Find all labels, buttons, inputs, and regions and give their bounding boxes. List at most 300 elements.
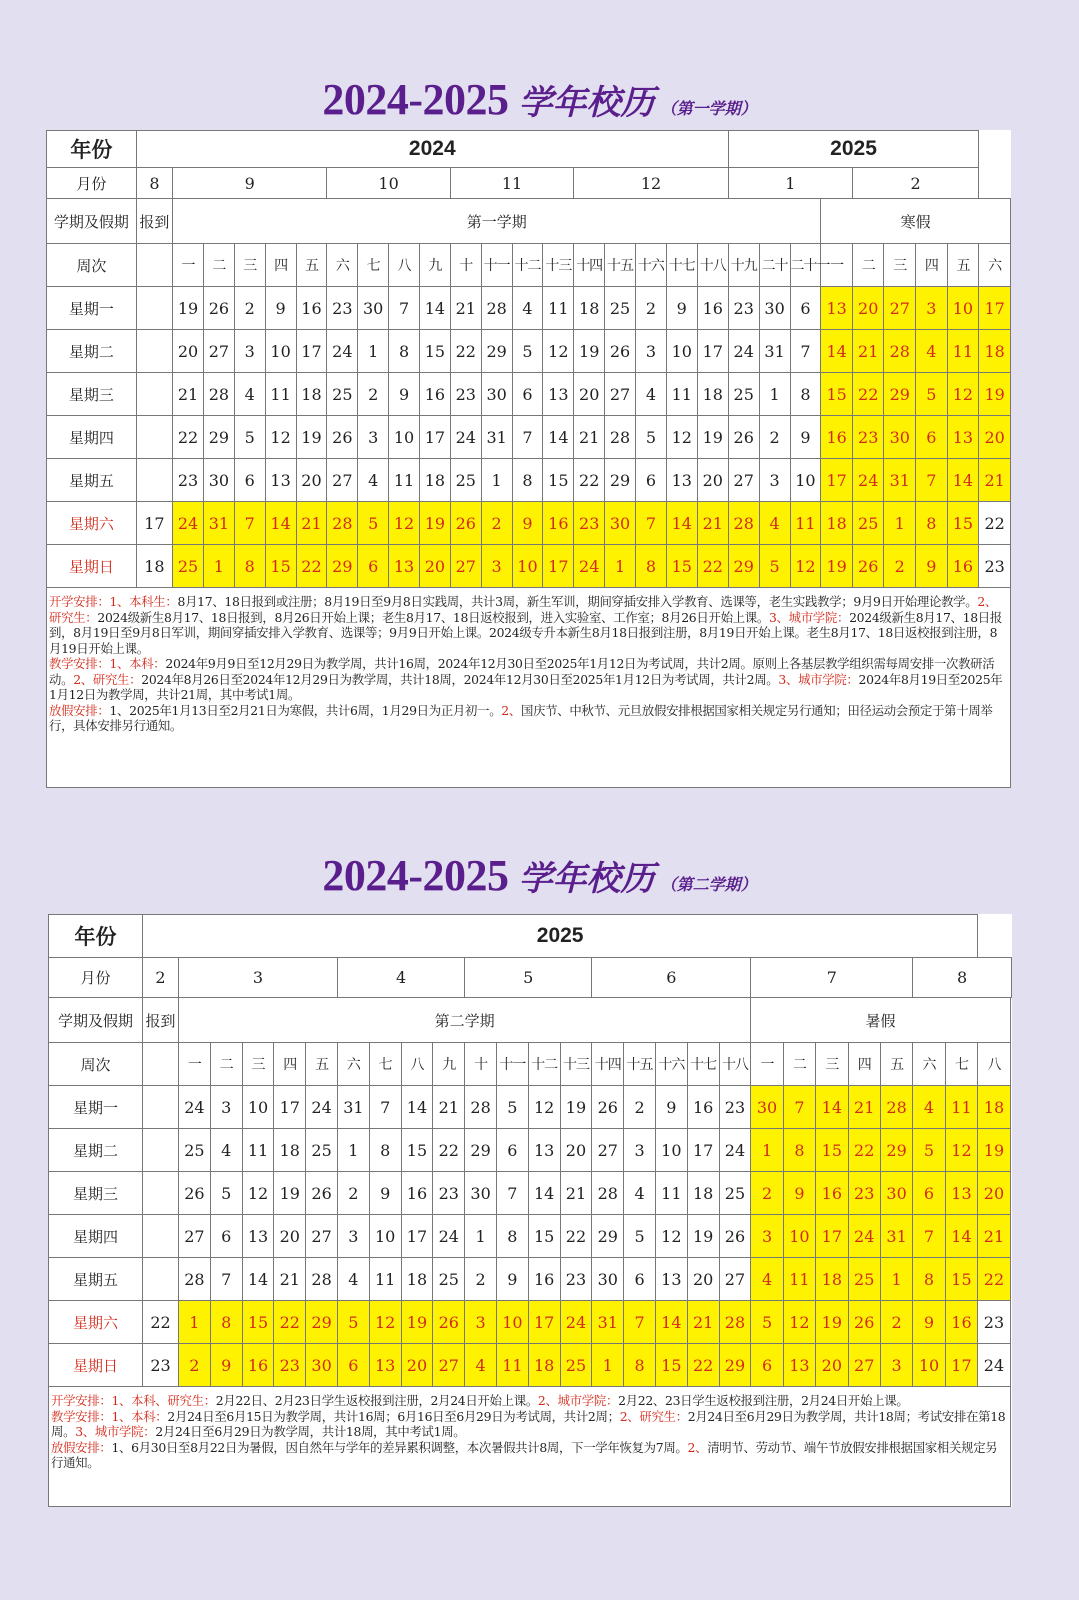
- date-cell: 30: [759, 287, 790, 330]
- month-label: 月份: [47, 168, 137, 199]
- week-number: 三: [242, 1043, 274, 1086]
- date-cell: 17: [296, 330, 327, 373]
- date-cell: 8: [512, 459, 543, 502]
- date-cell: 24: [433, 1215, 465, 1258]
- date-cell: 24: [450, 416, 481, 459]
- date-cell: 9: [783, 1172, 815, 1215]
- date-cell: 23: [173, 459, 204, 502]
- date-cell: 25: [327, 373, 358, 416]
- date-cell: 18: [274, 1129, 306, 1172]
- date-cell: 18: [978, 1086, 1010, 1129]
- note-heading: 教学安排：1、本科：: [51, 1408, 168, 1424]
- date-cell: 8: [369, 1129, 401, 1172]
- date-cell: 6: [916, 416, 948, 459]
- date-cell: 3: [481, 545, 512, 588]
- date-cell: 7: [496, 1172, 528, 1215]
- date-cell: 21: [848, 1086, 880, 1129]
- date-cell: 17: [274, 1086, 306, 1129]
- date-cell: 5: [635, 416, 666, 459]
- note-heading: 2、研究生：: [49, 594, 998, 625]
- date-cell: 14: [666, 502, 697, 545]
- date-cell: 13: [528, 1129, 560, 1172]
- week-label: 周次: [47, 244, 137, 287]
- date-cell: 11: [389, 459, 420, 502]
- date-cell: 13: [543, 373, 574, 416]
- year-label: 年份: [49, 915, 143, 958]
- date-cell: 11: [947, 330, 979, 373]
- date-cell: 22: [450, 330, 481, 373]
- week-number: 十一: [481, 244, 512, 287]
- note-text: 2024年8月19日至2025年1月12日为教学周，共计21周，其中考试1周。: [49, 671, 1003, 702]
- date-cell: 22: [296, 545, 327, 588]
- register-date: [136, 373, 172, 416]
- date-cell: 28: [203, 373, 234, 416]
- week-number: 十五: [605, 244, 636, 287]
- date-cell: 1: [884, 502, 916, 545]
- date-cell: 24: [978, 1344, 1010, 1387]
- date-cell: 21: [296, 502, 327, 545]
- week-number: 八: [978, 1043, 1010, 1086]
- notes-block: [49, 1387, 1011, 1507]
- date-cell: 27: [719, 1258, 751, 1301]
- date-cell: 14: [265, 502, 296, 545]
- date-cell: 13: [821, 287, 853, 330]
- register-date: [136, 330, 172, 373]
- note-text: 2月24日至6月29日为教学周，共计18周，其中考试1周。: [155, 1424, 466, 1439]
- date-cell: 7: [512, 416, 543, 459]
- date-cell: 23: [450, 373, 481, 416]
- date-cell: 16: [543, 502, 574, 545]
- week-number: 十三: [560, 1043, 592, 1086]
- weekday-label: 星期五: [47, 459, 137, 502]
- date-cell: 20: [978, 1172, 1010, 1215]
- title-sub: （第一学期）: [660, 99, 757, 118]
- date-cell: 11: [945, 1086, 978, 1129]
- date-cell: 5: [751, 1301, 783, 1344]
- date-cell: 21: [433, 1086, 465, 1129]
- week-number: 九: [433, 1043, 465, 1086]
- date-cell: 6: [358, 545, 389, 588]
- note-text: 1、6月30日至8月22日为暑假，因自然年与学年的差异累积调整，本次暑假共计8周，下一学年恢复为7周。: [111, 1439, 688, 1455]
- month-cell: 2: [143, 958, 179, 998]
- year-cell: 2025: [728, 131, 978, 168]
- note-text: 国庆节、中秋节、元旦放假安排根据国家相关规定另行通知；田径运动会预定于第十周举行，具体安排另行通知。: [49, 702, 993, 733]
- date-cell: 12: [666, 416, 697, 459]
- week-number: 八: [389, 244, 420, 287]
- date-cell: 3: [234, 330, 265, 373]
- week-number: 十二: [528, 1043, 560, 1086]
- date-cell: 24: [173, 502, 204, 545]
- date-cell: 21: [697, 502, 728, 545]
- date-cell: 10: [369, 1215, 401, 1258]
- date-cell: 25: [306, 1129, 338, 1172]
- date-cell: 10: [265, 330, 296, 373]
- date-cell: 21: [450, 287, 481, 330]
- week-number: 六: [913, 1043, 945, 1086]
- week-number: 六: [979, 244, 1011, 287]
- date-cell: 9: [389, 373, 420, 416]
- note-heading: 教学安排：1、本科：: [49, 656, 166, 671]
- date-cell: 14: [242, 1258, 274, 1301]
- note-text: 2024年9月9日至12月29日为教学周，共计16周，2024年12月30日至2025年1月12日为考试周，共计2周。原则上各基层教学组织需每周安排一次教研活动。: [49, 656, 995, 687]
- date-cell: 18: [574, 287, 605, 330]
- note-text: 8月17、18日报到或注册；8月19日至9月8日实践周，共计3周，新生军训，期间穿插安排入学教育、选课等，老生实践教学；9月9日开始理论教学。: [177, 594, 978, 609]
- week-number: 十: [450, 244, 481, 287]
- date-cell: 12: [265, 416, 296, 459]
- note-text: 2024年8月26日至2024年12月29日为教学周，共计18周，2024年12月30日至2025年1月12日为考试周，共计2周。: [141, 671, 779, 687]
- date-cell: 28: [481, 287, 512, 330]
- year-cell: 2025: [143, 915, 978, 958]
- date-cell: 14: [821, 330, 853, 373]
- year-label: 年份: [47, 131, 137, 168]
- date-cell: 26: [179, 1172, 211, 1215]
- date-cell: 14: [947, 459, 979, 502]
- date-cell: 24: [719, 1129, 751, 1172]
- date-cell: 3: [751, 1215, 783, 1258]
- date-cell: 27: [203, 330, 234, 373]
- date-cell: 8: [783, 1129, 815, 1172]
- date-cell: 6: [234, 459, 265, 502]
- date-cell: 2: [751, 1172, 783, 1215]
- date-cell: 1: [605, 545, 636, 588]
- date-cell: 19: [816, 1301, 848, 1344]
- date-cell: 12: [389, 502, 420, 545]
- date-cell: 10: [947, 287, 979, 330]
- date-cell: 15: [528, 1215, 560, 1258]
- date-cell: 4: [512, 287, 543, 330]
- date-cell: 2: [635, 287, 666, 330]
- date-cell: 3: [210, 1086, 242, 1129]
- date-cell: 9: [265, 287, 296, 330]
- date-cell: 14: [655, 1301, 687, 1344]
- term-label: 学期及假期: [49, 998, 143, 1043]
- date-cell: 18: [821, 502, 853, 545]
- date-cell: 9: [512, 502, 543, 545]
- date-cell: 18: [697, 373, 728, 416]
- date-cell: 21: [978, 1215, 1010, 1258]
- note-heading: 2、: [501, 702, 521, 718]
- date-cell: 22: [433, 1129, 465, 1172]
- note-text: 2024级新生8月17、18日报到，8月19日至9月8日军训，期间穿插安排入学教育、选课等；9月9日开始上课。2024级专升本新生8月18日报到注册，8月19日开始上课。老生8月17、18日返校报到注册，8月19日开始上课。: [49, 609, 1002, 656]
- date-cell: 14: [543, 416, 574, 459]
- date-cell: 30: [592, 1258, 624, 1301]
- date-cell: 8: [624, 1344, 656, 1387]
- vacation-name: 暑假: [751, 998, 1010, 1043]
- weekday-label: 星期五: [49, 1258, 143, 1301]
- date-cell: 17: [979, 287, 1011, 330]
- date-cell: 16: [242, 1344, 274, 1387]
- date-cell: 24: [848, 1215, 880, 1258]
- date-cell: 23: [560, 1258, 592, 1301]
- register-date: 17: [136, 502, 172, 545]
- date-cell: 12: [528, 1086, 560, 1129]
- date-cell: 8: [210, 1301, 242, 1344]
- date-cell: 24: [728, 330, 759, 373]
- date-cell: 15: [947, 502, 979, 545]
- date-cell: 12: [783, 1301, 815, 1344]
- date-cell: 30: [481, 373, 512, 416]
- month-cell: 6: [592, 958, 751, 998]
- date-cell: 30: [751, 1086, 783, 1129]
- week-number: 十: [465, 1043, 497, 1086]
- date-cell: 27: [592, 1129, 624, 1172]
- date-cell: 18: [528, 1344, 560, 1387]
- date-cell: 2: [624, 1086, 656, 1129]
- date-cell: 9: [913, 1301, 945, 1344]
- date-cell: 4: [465, 1344, 497, 1387]
- date-cell: 26: [852, 545, 884, 588]
- date-cell: 16: [296, 287, 327, 330]
- date-cell: 8: [916, 502, 948, 545]
- week-number: 五: [947, 244, 979, 287]
- date-cell: 16: [945, 1301, 978, 1344]
- date-cell: 15: [419, 330, 450, 373]
- date-cell: 24: [574, 545, 605, 588]
- date-cell: 24: [852, 459, 884, 502]
- title-year: 2024-2025: [322, 851, 509, 900]
- date-cell: 22: [978, 1258, 1010, 1301]
- date-cell: 2: [358, 373, 389, 416]
- date-cell: 4: [624, 1172, 656, 1215]
- date-cell: 18: [687, 1172, 719, 1215]
- date-cell: 4: [210, 1129, 242, 1172]
- date-cell: 26: [433, 1301, 465, 1344]
- calendar-table-sem2: [48, 914, 1012, 1507]
- date-cell: 23: [433, 1172, 465, 1215]
- date-cell: 24: [179, 1086, 211, 1129]
- date-cell: 29: [605, 459, 636, 502]
- date-cell: 11: [369, 1258, 401, 1301]
- date-cell: 28: [605, 416, 636, 459]
- date-cell: 3: [916, 287, 948, 330]
- week-number: 十四: [592, 1043, 624, 1086]
- note-heading: 2、研究生：: [619, 1408, 688, 1424]
- date-cell: 8: [234, 545, 265, 588]
- date-cell: 8: [389, 330, 420, 373]
- term-label: 学期及假期: [47, 199, 137, 244]
- date-cell: 7: [369, 1086, 401, 1129]
- date-cell: 3: [759, 459, 790, 502]
- note-heading: 3、城市学院：: [768, 609, 850, 625]
- date-cell: 29: [592, 1215, 624, 1258]
- date-cell: 22: [574, 459, 605, 502]
- weekday-label: 星期二: [47, 330, 137, 373]
- date-cell: 5: [916, 373, 948, 416]
- date-cell: 19: [687, 1215, 719, 1258]
- date-cell: 19: [560, 1086, 592, 1129]
- week-number: 四: [916, 244, 948, 287]
- date-cell: 20: [574, 373, 605, 416]
- date-cell: 31: [592, 1301, 624, 1344]
- note-text: 1、2025年1月13日至2月21日为寒假，共计6周，1月29日为正月初一。: [109, 702, 502, 718]
- date-cell: 16: [821, 416, 853, 459]
- date-cell: 19: [697, 416, 728, 459]
- week-number: 十一: [496, 1043, 528, 1086]
- date-cell: 10: [389, 416, 420, 459]
- date-cell: 17: [687, 1129, 719, 1172]
- date-cell: 27: [728, 459, 759, 502]
- date-cell: 23: [327, 287, 358, 330]
- date-cell: 9: [666, 287, 697, 330]
- date-cell: 16: [401, 1172, 433, 1215]
- date-cell: 2: [179, 1344, 211, 1387]
- date-cell: 6: [337, 1344, 369, 1387]
- date-cell: 10: [512, 545, 543, 588]
- date-cell: 13: [242, 1215, 274, 1258]
- date-cell: 18: [979, 330, 1011, 373]
- date-cell: 7: [210, 1258, 242, 1301]
- month-cell: 10: [327, 168, 450, 199]
- weekday-label: 星期六: [49, 1301, 143, 1344]
- date-cell: 17: [945, 1344, 978, 1387]
- date-cell: 4: [635, 373, 666, 416]
- weekday-label: 星期四: [47, 416, 137, 459]
- register-blank: [136, 244, 172, 287]
- week-number: 一: [821, 244, 853, 287]
- weekday-label: 星期一: [47, 287, 137, 330]
- date-cell: 31: [884, 459, 916, 502]
- week-number: 三: [816, 1043, 848, 1086]
- date-cell: 23: [978, 1301, 1010, 1344]
- date-cell: 4: [751, 1258, 783, 1301]
- date-cell: 19: [173, 287, 204, 330]
- date-cell: 30: [465, 1172, 497, 1215]
- date-cell: 26: [719, 1215, 751, 1258]
- date-cell: 3: [635, 330, 666, 373]
- month-cell: 5: [465, 958, 592, 998]
- week-number: 十四: [574, 244, 605, 287]
- week-number: 十七: [666, 244, 697, 287]
- date-cell: 23: [574, 502, 605, 545]
- date-cell: 6: [210, 1215, 242, 1258]
- date-cell: 26: [203, 287, 234, 330]
- date-cell: 23: [274, 1344, 306, 1387]
- date-cell: 8: [496, 1215, 528, 1258]
- date-cell: 19: [401, 1301, 433, 1344]
- date-cell: 1: [481, 459, 512, 502]
- date-cell: 5: [759, 545, 790, 588]
- note-heading: 放假安排：: [51, 1439, 112, 1455]
- date-cell: 4: [358, 459, 389, 502]
- week-number: 十二: [512, 244, 543, 287]
- date-cell: 11: [543, 287, 574, 330]
- week-label: 周次: [49, 1043, 143, 1086]
- vacation-name: 寒假: [821, 199, 1011, 244]
- date-cell: 25: [605, 287, 636, 330]
- date-cell: 10: [666, 330, 697, 373]
- date-cell: 12: [947, 373, 979, 416]
- date-cell: 9: [790, 416, 821, 459]
- date-cell: 25: [173, 545, 204, 588]
- date-cell: 31: [337, 1086, 369, 1129]
- date-cell: 4: [337, 1258, 369, 1301]
- note-heading: 3、城市学院：: [75, 1424, 156, 1439]
- date-cell: 5: [512, 330, 543, 373]
- date-cell: 18: [296, 373, 327, 416]
- week-number: 三: [884, 244, 916, 287]
- date-cell: 28: [179, 1258, 211, 1301]
- date-cell: 15: [945, 1258, 978, 1301]
- date-cell: 1: [759, 373, 790, 416]
- date-cell: 7: [234, 502, 265, 545]
- title-main: 学年校历: [518, 83, 655, 123]
- date-cell: 31: [759, 330, 790, 373]
- date-cell: 4: [759, 502, 790, 545]
- date-cell: 27: [884, 287, 916, 330]
- date-cell: 25: [433, 1258, 465, 1301]
- note-heading: 开学安排：1、本科生：: [49, 594, 178, 609]
- date-cell: 16: [419, 373, 450, 416]
- date-cell: 31: [203, 502, 234, 545]
- date-cell: 7: [624, 1301, 656, 1344]
- week-number: 七: [358, 244, 389, 287]
- weekday-label: 星期三: [49, 1172, 143, 1215]
- date-cell: 6: [496, 1129, 528, 1172]
- date-cell: 16: [816, 1172, 848, 1215]
- date-cell: 20: [979, 416, 1011, 459]
- week-number: 一: [173, 244, 204, 287]
- week-number: 二十一: [790, 244, 821, 287]
- date-cell: 3: [465, 1301, 497, 1344]
- date-cell: 5: [234, 416, 265, 459]
- date-cell: 23: [728, 287, 759, 330]
- note-heading: 2、研究生：: [73, 671, 142, 687]
- week-number: 五: [880, 1043, 912, 1086]
- register-date: [143, 1258, 179, 1301]
- date-cell: 28: [719, 1301, 751, 1344]
- date-cell: 26: [605, 330, 636, 373]
- date-cell: 29: [719, 1344, 751, 1387]
- date-cell: 29: [327, 545, 358, 588]
- term-name: 第二学期: [179, 998, 751, 1043]
- week-number: 四: [265, 244, 296, 287]
- date-cell: 27: [327, 459, 358, 502]
- date-cell: 2: [880, 1301, 912, 1344]
- date-cell: 7: [916, 459, 948, 502]
- week-number: 一: [179, 1043, 211, 1086]
- date-cell: 15: [655, 1344, 687, 1387]
- date-cell: 5: [624, 1215, 656, 1258]
- date-cell: 13: [947, 416, 979, 459]
- register-label: 报到: [136, 199, 172, 244]
- date-cell: 13: [945, 1172, 978, 1215]
- date-cell: 30: [306, 1344, 338, 1387]
- date-cell: 20: [687, 1258, 719, 1301]
- date-cell: 22: [979, 502, 1011, 545]
- date-cell: 22: [173, 416, 204, 459]
- week-number: 十六: [635, 244, 666, 287]
- week-number: 五: [296, 244, 327, 287]
- date-cell: 19: [979, 373, 1011, 416]
- note-heading: 2、城市学院：: [537, 1393, 619, 1408]
- date-cell: 1: [751, 1129, 783, 1172]
- week-number: 五: [306, 1043, 338, 1086]
- week-number: 二十: [759, 244, 790, 287]
- date-cell: 6: [751, 1344, 783, 1387]
- weekday-label: 星期一: [49, 1086, 143, 1129]
- date-cell: 5: [496, 1086, 528, 1129]
- date-cell: 28: [327, 502, 358, 545]
- note-text: 清明节、劳动节、端午节放假安排根据国家相关规定另行通知。: [51, 1439, 998, 1470]
- date-cell: 7: [389, 287, 420, 330]
- date-cell: 10: [913, 1344, 945, 1387]
- week-number: 二: [203, 244, 234, 287]
- weekday-label: 星期日: [47, 545, 137, 588]
- date-cell: 14: [816, 1086, 848, 1129]
- date-cell: 25: [848, 1258, 880, 1301]
- weekday-label: 星期六: [47, 502, 137, 545]
- month-cell: 11: [450, 168, 573, 199]
